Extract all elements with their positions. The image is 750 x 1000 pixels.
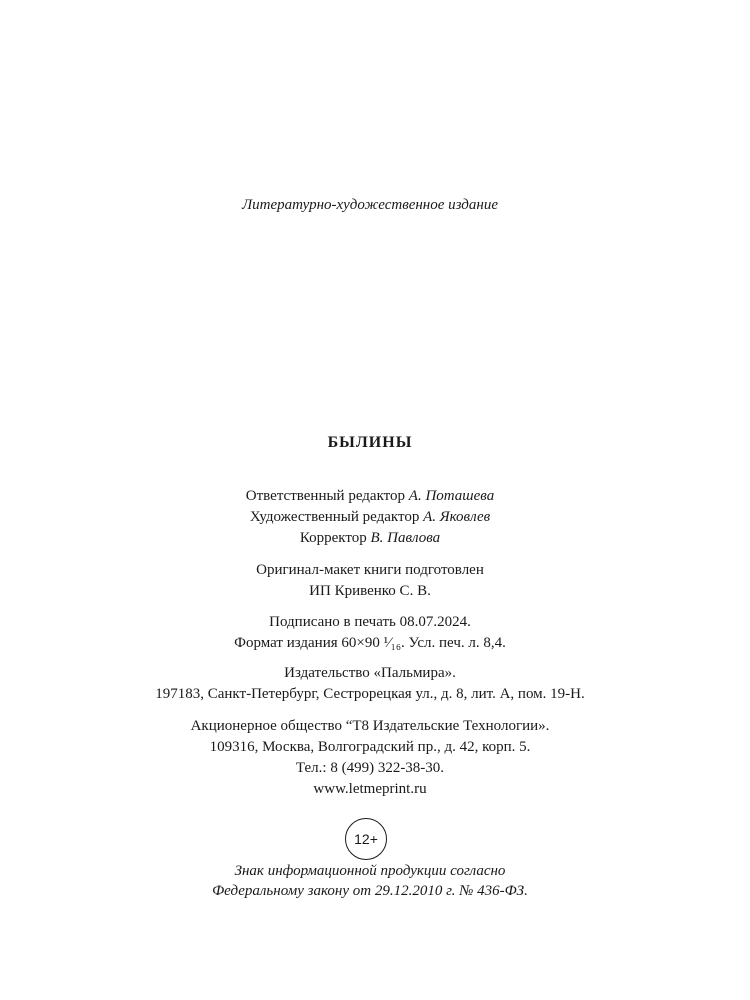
- printer-block: [0, 716, 740, 800]
- publisher-address: 197183, Санкт-Петербург, Сестрорецкая ул., д. 8, лит. А, пом. 19-Н.: [155, 686, 585, 702]
- credits-block: [0, 486, 740, 549]
- age-note-line-1: Знак информационной продукции согласно: [234, 863, 506, 879]
- publisher-block: [0, 663, 740, 705]
- art-editor-name: А. Яковлев: [423, 509, 491, 525]
- signed-to-print: Подписано в печать 08.07.2024.: [269, 614, 471, 630]
- layout-prepared-line: Оригинал-макет книги подготовлен: [256, 562, 484, 578]
- art-editor-role: Художественный редактор: [249, 509, 420, 525]
- responsible-editor-line: [0, 486, 740, 507]
- age-rating-badge: 12+: [345, 818, 387, 860]
- edition-genre: Литературно-художественное издание: [242, 197, 498, 213]
- art-editor-line: [0, 507, 740, 528]
- edition-format: Формат издания 60×90 ¹⁄₁₆. Усл. печ. л. 8,4.: [234, 635, 506, 651]
- responsible-editor-role: Ответственный редактор: [245, 488, 406, 504]
- layout-prepared-by: ИП Кривенко С. В.: [309, 583, 431, 599]
- proofreader-role: Корректор: [299, 530, 367, 546]
- printer-name: Акционерное общество “Т8 Издательские Технологии».: [190, 718, 550, 734]
- printer-phone: Тел.: 8 (499) 322-38-30.: [295, 760, 445, 776]
- printer-address: 109316, Москва, Волгоградский пр., д. 42, корп. 5.: [209, 739, 531, 755]
- responsible-editor-name: А. Поташева: [408, 488, 495, 504]
- printer-website: www.letmeprint.ru: [313, 781, 427, 797]
- publisher-name: Издательство «Пальмира».: [284, 665, 456, 681]
- proofreader-name: В. Павлова: [370, 530, 441, 546]
- age-note-line-2: Федеральному закону от 29.12.2010 г. № 436-ФЗ.: [212, 883, 528, 899]
- proofreader-line: [0, 528, 740, 549]
- book-title: БЫЛИНЫ: [327, 434, 413, 451]
- print-info-block: [0, 612, 740, 654]
- layout-prepared-block: [0, 560, 740, 602]
- age-rating-note: [0, 861, 740, 901]
